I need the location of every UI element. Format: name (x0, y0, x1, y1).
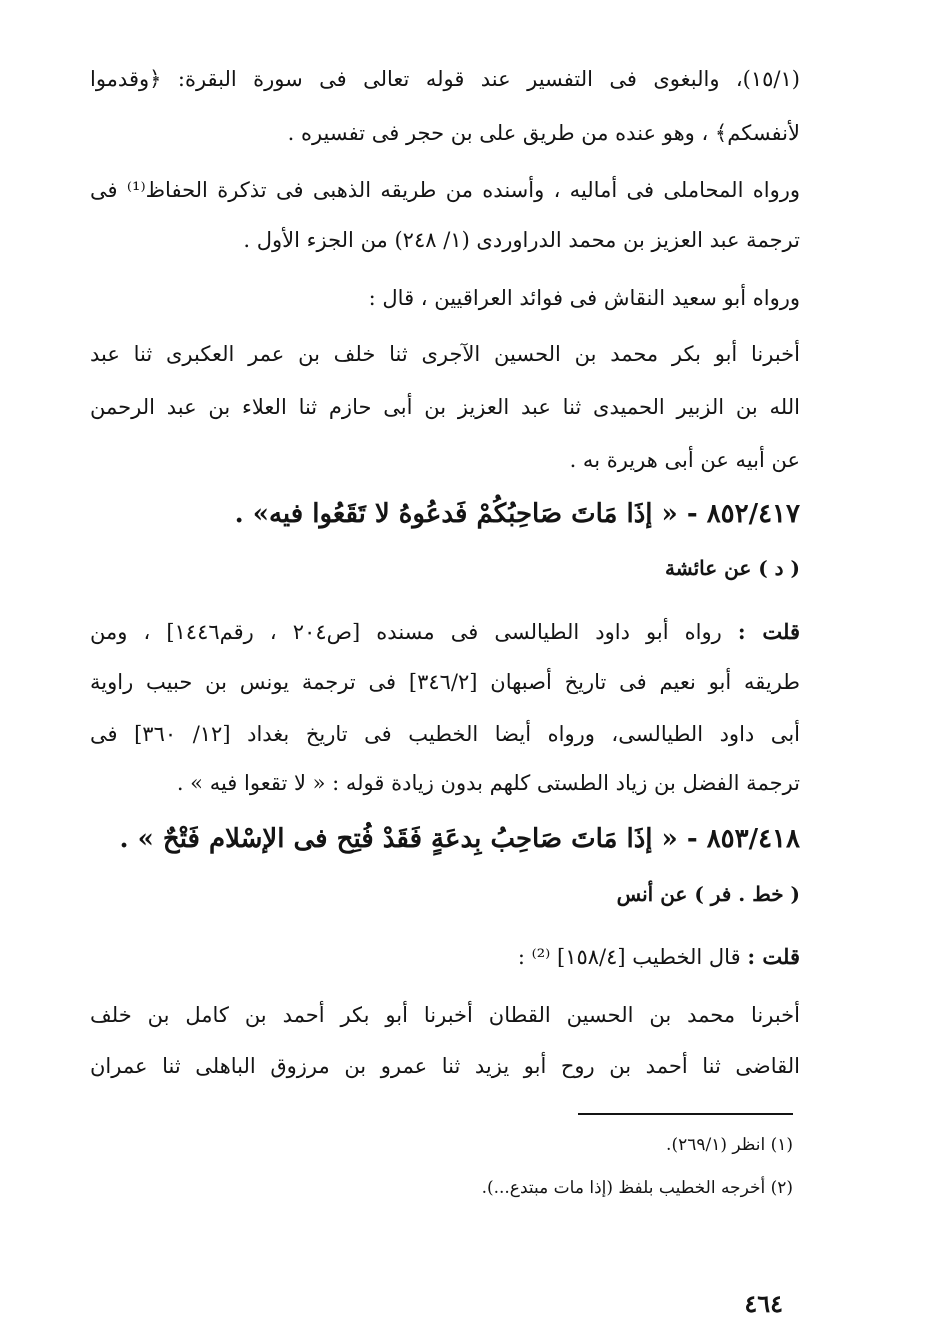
qult-paragraph-first-line (90, 617, 800, 647)
text-line: ورواه المحاملى فى أماليه ، وأسنده من طريقه الذهبى فى تذكرة الحفاظ⁽¹⁾ فى (90, 178, 800, 202)
text-line: ترجمة الفضل بن زياد الطستى كلهم بدون زيادة قوله : « لا تقعوا فيه » . (176, 771, 800, 795)
hadith-418-source: ( خط . فر ) عن أنس (616, 882, 800, 906)
text-line: أبى داود الطيالسى، ورواه أيضا الخطيب فى تاريخ بغداد [١٢/ ٣٦٠] فى (90, 722, 800, 746)
text-line: أخبرنا محمد بن الحسين القطان أخبرنا أبو بكر أحمد بن كامل بن خلف (90, 1003, 800, 1027)
text-line: القاضى ثنا أحمد بن روح أبو يزيد ثنا عمرو بن مرزوق الباهلى ثنا عمران (90, 1054, 800, 1078)
qult-text: رواه أبو داود الطيالسى فى مسنده [ص٢٠٤ ، رقم١٤٤٦] ، ومن (90, 620, 722, 644)
hadith-418: ٨٥٣/٤١٨ - « إذَا مَاتَ صَاحِبُ بِدعَةٍ فَقَدْ فُتِح فى الإسْلام فَتْحٌ » . (119, 824, 800, 854)
qult-text: قال الخطيب [١٥٨/٤] ⁽²⁾ : (517, 945, 741, 969)
qult-paragraph-2 (90, 942, 800, 972)
footnote-1: (١) انظر (٢٦٩/١). (666, 1135, 793, 1155)
qult-label: قلت : (737, 619, 800, 644)
text-line: الله بن الزبير الحميدى ثنا عبد العزيز بن أبى حازم ثنا العلاء بن عبد الرحمن (90, 395, 800, 419)
text-line: ترجمة عبد العزيز بن محمد الدراوردى (١/ ٢٤٨) من الجزء الأول . (243, 228, 800, 252)
page-number: ٤٦٤ (744, 1289, 783, 1318)
footnote-separator (578, 1113, 793, 1115)
text-line: طريقه أبو نعيم فى تاريخ أصبهان [٣٤٦/٢] فى ترجمة يونس بن حبيب راوية (90, 670, 800, 694)
text-line: لأنفسكم﴾ ، وهو عنده من طريق على بن حجر فى تفسيره . (287, 121, 800, 145)
qult-label: قلت : (747, 944, 800, 969)
text-line: عن أبيه عن أبى هريرة به . (569, 448, 800, 472)
hadith-417-source: ( د ) عن عائشة (665, 556, 800, 580)
text-line: ورواه أبو سعيد النقاش فى فوائد العراقيين ، قال : (368, 286, 800, 310)
text-line: (١٥/١)، والبغوى فى التفسير عند قوله تعالى فى سورة البقرة: ﴿وقدموا (90, 67, 800, 91)
hadith-417: ٨٥٢/٤١٧ - « إذَا مَاتَ صَاحِبُكُمْ فَدعُوهُ لا تَقَعُوا فيه» . (234, 499, 800, 529)
text-line: أخبرنا أبو بكر محمد بن الحسين الآجرى ثنا خلف بن عمر العكبرى ثنا عبد (90, 342, 800, 366)
footnote-2: (٢) أخرجه الخطيب بلفظ (إذا مات مبتدع...). (481, 1178, 793, 1198)
